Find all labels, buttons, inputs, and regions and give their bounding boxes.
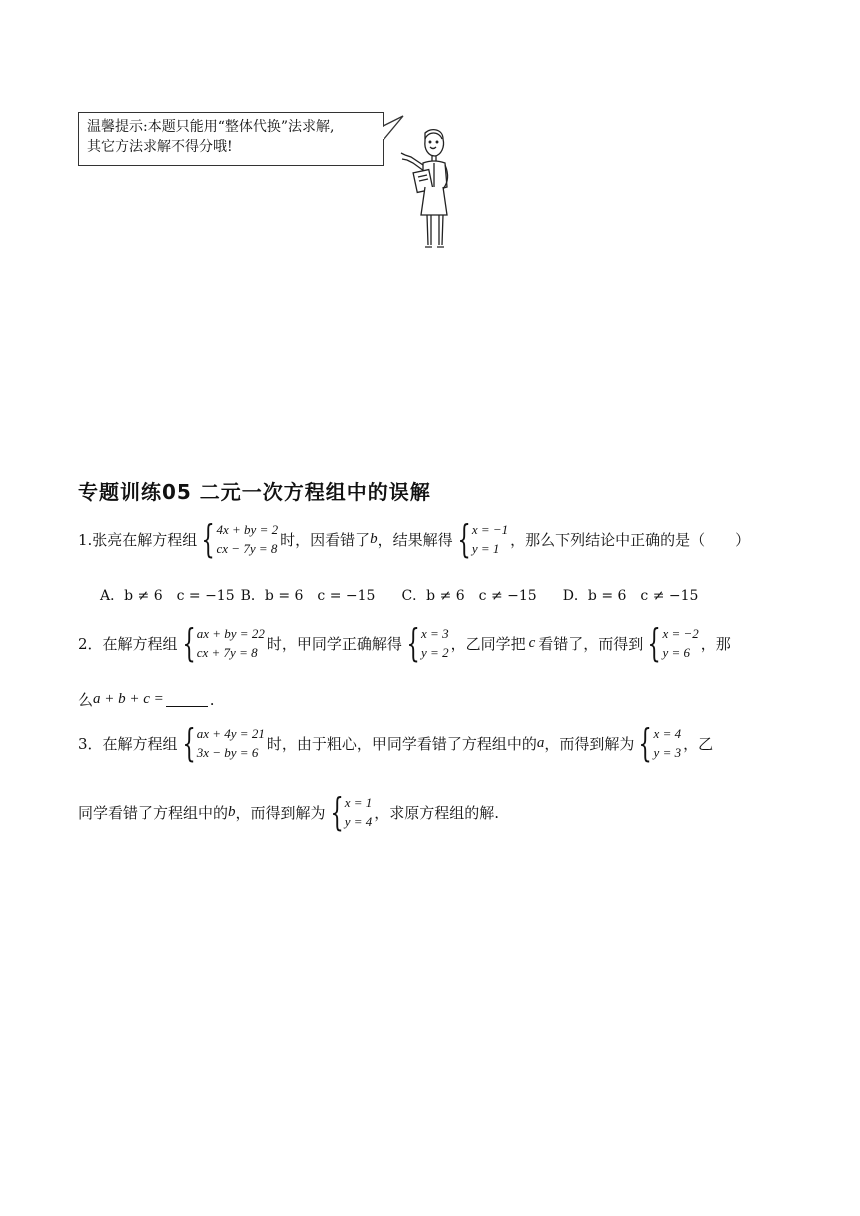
q2-eq1: ax + by = 22: [196, 626, 265, 641]
q1-prefix: 1.张亮在解方程组: [78, 530, 198, 549]
q2-sol1-x: x = 3: [421, 626, 449, 641]
q3-sol1-y: y = 3: [653, 745, 682, 760]
q2-eq2: cx + 7y = 8: [196, 645, 258, 660]
q1-option-b[interactable]: B．b = 6 c = −15: [240, 588, 376, 604]
q3-line2-suffix: ，求原方程组的解.: [374, 803, 500, 822]
tip-line-1: 温馨提示:本题只能用“整体代换”法求解,: [87, 119, 335, 135]
q3-line2-prefix: 同学看错了方程组中的: [78, 803, 229, 822]
q1-solution-system: [455, 517, 509, 561]
q2-answer-blank[interactable]: [166, 692, 208, 707]
q1-var-b: b: [370, 530, 378, 547]
question-1: [78, 517, 751, 561]
q2-expression: a + b + c =: [93, 691, 164, 707]
left-brace-icon: {: [457, 517, 471, 561]
q3-line2-mid: ，而得到解为: [235, 803, 326, 822]
left-brace-icon: {: [181, 621, 196, 665]
q2-sol2-y: y = 6: [662, 645, 691, 660]
left-brace-icon: {: [329, 790, 344, 834]
left-brace-icon: {: [647, 621, 662, 665]
question-3: [78, 721, 714, 765]
q3-eq2: 3x − by = 6: [196, 745, 259, 760]
q1-sol1: x = −1: [471, 522, 509, 537]
q3-text-2: ，而得到解为: [544, 734, 635, 753]
q3-prefix: 3．在解方程组: [78, 734, 178, 753]
q1-sol2: y = 1: [471, 541, 500, 556]
left-brace-icon: {: [181, 721, 196, 765]
q1-options: [100, 585, 698, 605]
q1-equation-system: [199, 517, 279, 561]
q1-text-2: ，结果解得: [377, 530, 453, 549]
teacher-figure-icon: [395, 125, 465, 255]
tip-box: [78, 112, 384, 166]
q2-line2-suffix: .: [209, 690, 215, 709]
q1-option-c[interactable]: C．b ≠ 6 c ≠ −15: [401, 588, 537, 604]
left-brace-icon: {: [201, 517, 216, 561]
q3-solution-2: [328, 790, 373, 834]
q3-sol1-x: x = 4: [653, 726, 682, 741]
tip-line-2: 其它方法求解不得分哦!: [87, 139, 233, 155]
q3-solution-1: [636, 721, 682, 765]
q3-text-3: ，乙: [683, 734, 714, 753]
q2-text-4: ，那: [700, 634, 731, 653]
q2-line2-prefix: 么: [78, 691, 94, 709]
q2-solution-1: [404, 621, 449, 665]
q3-eq1: ax + 4y = 21: [196, 726, 265, 741]
question-2-line-2: [78, 689, 215, 710]
q3-equation-system: [180, 721, 265, 765]
q3-sol2-y: y = 4: [344, 814, 373, 829]
question-3-line-2: [78, 790, 500, 834]
question-2: [78, 621, 731, 665]
q3-var-b: b: [228, 803, 236, 820]
q2-sol2-x: x = −2: [662, 626, 699, 641]
q3-text-1: 时，由于粗心，甲同学看错了方程组中的: [266, 734, 537, 753]
q1-text-1: 时，因看错了: [280, 530, 371, 549]
q2-solution-2: [645, 621, 699, 665]
q1-eq2: cx − 7y = 8: [216, 541, 278, 556]
q2-text-2: ，乙同学把: [450, 634, 526, 653]
q2-text-1: 时，甲同学正确解得: [266, 634, 402, 653]
q3-var-a: a: [536, 734, 545, 751]
q2-sol1-y: y = 2: [421, 645, 449, 660]
q1-option-d[interactable]: D．b = 6 c ≠ −15: [562, 588, 699, 604]
q2-text-3: 看错了，而得到: [538, 634, 644, 653]
page-title: 专题训练05 二元一次方程组中的误解: [78, 480, 431, 504]
q2-prefix: 2．在解方程组: [78, 634, 178, 653]
q1-text-3: ，那么下列结论中正确的是（ ）: [510, 530, 751, 549]
left-brace-icon: {: [406, 621, 420, 665]
q3-sol2-x: x = 1: [344, 795, 373, 810]
q2-var-c: c: [528, 634, 536, 651]
q2-equation-system: [180, 621, 265, 665]
left-brace-icon: {: [638, 721, 653, 765]
q1-eq1: 4x + by = 2: [216, 522, 279, 537]
q1-option-a[interactable]: A．b ≠ 6 c = −15: [100, 588, 235, 604]
